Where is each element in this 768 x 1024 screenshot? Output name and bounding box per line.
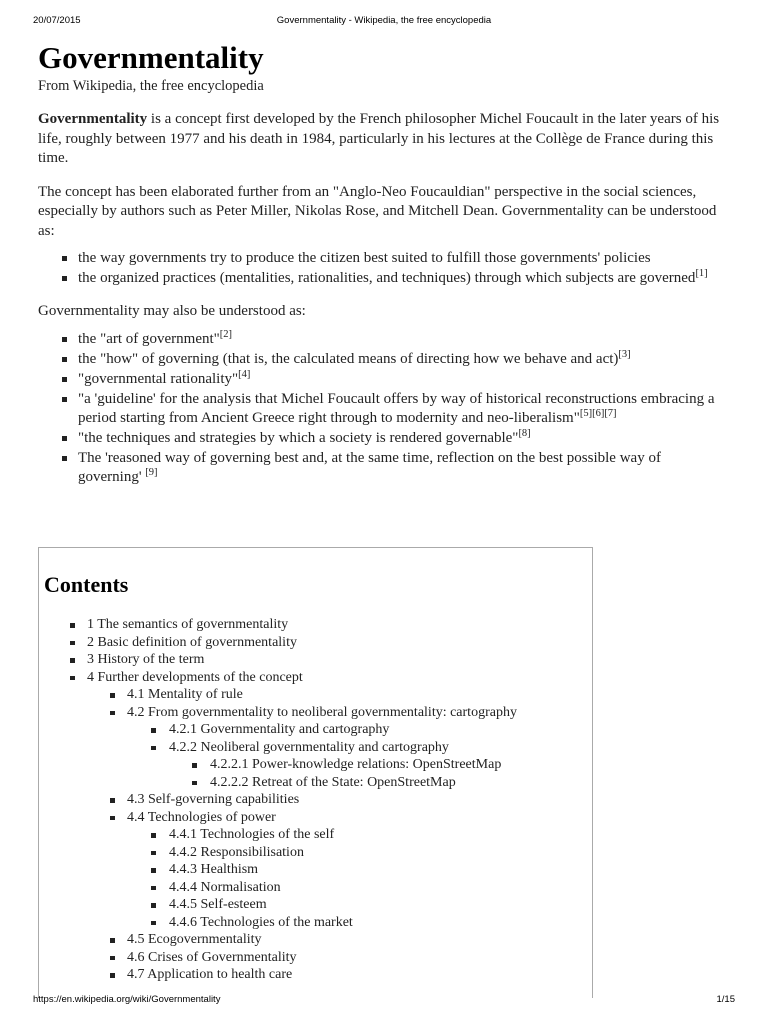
toc-item-label[interactable]: 4.2.2 Neoliberal governmentality and cartography <box>39 739 592 757</box>
toc-item[interactable] <box>39 861 592 879</box>
table-of-contents <box>38 547 593 998</box>
list-item <box>60 390 728 428</box>
toc-item-label[interactable]: 4.4.2 Responsibilisation <box>39 844 592 862</box>
toc-item[interactable] <box>39 844 592 862</box>
toc-item[interactable] <box>39 669 592 687</box>
toc-item[interactable] <box>39 634 592 652</box>
print-page-number: 1/15 <box>716 994 735 1005</box>
toc-item[interactable] <box>39 791 592 809</box>
print-date: 20/07/2015 <box>33 15 81 26</box>
toc-item-label[interactable]: 4.7 Application to health care <box>39 966 592 984</box>
citation-link[interactable]: [8] <box>518 427 531 439</box>
print-header <box>0 15 768 29</box>
toc-item[interactable] <box>39 739 592 757</box>
toc-list <box>39 616 592 984</box>
toc-item-label[interactable]: 3 History of the term <box>39 651 592 669</box>
list-item <box>60 449 728 487</box>
definition-list-1 <box>60 249 728 288</box>
toc-item-label[interactable]: 4.4.6 Technologies of the market <box>39 914 592 932</box>
list-item-text: "governmental rationality" <box>78 370 239 387</box>
toc-item[interactable] <box>39 774 592 792</box>
site-tagline: From Wikipedia, the free encyclopedia <box>38 78 264 94</box>
list-item-text: the way governments try to produce the citizen best suited to fulfill those governments' policies <box>78 250 651 266</box>
toc-item[interactable] <box>39 756 592 774</box>
article-content <box>38 40 728 488</box>
list-item <box>60 370 728 389</box>
toc-item[interactable] <box>39 721 592 739</box>
toc-item-label[interactable]: 4.2.2.2 Retreat of the State: OpenStreetMap <box>39 774 592 792</box>
toc-item-label[interactable]: 4.1 Mentality of rule <box>39 686 592 704</box>
toc-item-label[interactable]: 4.2.2.1 Power-knowledge relations: OpenStreetMap <box>39 756 592 774</box>
intro-paragraph <box>38 110 728 169</box>
list-item-text: "a 'guideline' for the analysis that Michel Foucault offers by way of historical reconstructions embracing a period starting from Ancient Greece right through to modernity and neo-liberalism" <box>78 390 715 426</box>
toc-item-label[interactable]: 4.6 Crises of Governmentality <box>39 949 592 967</box>
toc-heading: Contents <box>44 572 129 597</box>
print-title: Governmentality - Wikipedia, the free encyclopedia <box>276 15 492 26</box>
toc-item[interactable] <box>39 686 592 704</box>
toc-item-label[interactable]: 4.3 Self-governing capabilities <box>39 791 592 809</box>
intro-text: is a concept first developed by the French philosopher Michel Foucault in the later years of his life, roughly between 1977 and his death in 1984, particularly in his lectures at the Collège de France during this time. <box>38 111 720 166</box>
toc-item[interactable] <box>39 879 592 897</box>
toc-item[interactable] <box>39 616 592 634</box>
list-item <box>60 269 728 288</box>
toc-item[interactable] <box>39 949 592 967</box>
toc-item-label[interactable]: 1 The semantics of governmentality <box>39 616 592 634</box>
citation-link[interactable]: [9] <box>145 466 158 478</box>
citation-link[interactable]: [2] <box>219 328 233 340</box>
toc-item[interactable] <box>39 931 592 949</box>
toc-item-label[interactable]: 4.4.3 Healthism <box>39 861 592 879</box>
toc-item[interactable] <box>39 651 592 669</box>
definition-list-2 <box>60 330 728 487</box>
page-title: Governmentality <box>38 40 264 75</box>
toc-item[interactable] <box>39 809 592 827</box>
toc-item-label[interactable]: 4.4.1 Technologies of the self <box>39 826 592 844</box>
toc-item-label[interactable]: 2 Basic definition of governmentality <box>39 634 592 652</box>
toc-item-label[interactable]: 4.2 From governmentality to neoliberal governmentality: cartography <box>39 704 592 722</box>
citation-link[interactable]: [3] <box>618 348 631 360</box>
toc-item[interactable] <box>39 826 592 844</box>
paragraph-anglo-neo: The concept has been elaborated further from an "Anglo-Neo Foucauldian" perspective in the social sciences, especially by authors such as Peter Miller, Nikolas Rose, and Mitchell Dean. Governmentality can be understood as: <box>38 183 717 239</box>
paragraph-also-understood: Governmentality may also be understood as: <box>38 303 306 319</box>
toc-item-label[interactable]: 4.4.5 Self-esteem <box>39 896 592 914</box>
list-item-text: The 'reasoned way of governing best and, at the same time, reflection on the best possible way of governing' <box>78 449 661 485</box>
citation-link[interactable]: [4] <box>238 368 251 380</box>
list-item-text: the "art of government" <box>78 330 220 347</box>
list-item <box>60 249 728 268</box>
toc-item-label[interactable]: 4.4 Technologies of power <box>39 809 592 827</box>
toc-item-label[interactable]: 4 Further developments of the concept <box>39 669 592 687</box>
toc-item-label[interactable]: 4.2.1 Governmentality and cartography <box>39 721 592 739</box>
list-item <box>60 350 728 369</box>
toc-item[interactable] <box>39 704 592 722</box>
list-item <box>60 330 728 349</box>
print-url: https://en.wikipedia.org/wiki/Governmentality <box>33 994 221 1005</box>
citation-link[interactable]: [1] <box>695 268 708 279</box>
list-item <box>60 429 728 448</box>
toc-item[interactable] <box>39 896 592 914</box>
toc-item[interactable] <box>39 966 592 984</box>
toc-item-label[interactable]: 4.4.4 Normalisation <box>39 879 592 897</box>
citation-link[interactable]: [5][6][7] <box>579 407 617 419</box>
toc-item-label[interactable]: 4.5 Ecogovernmentality <box>39 931 592 949</box>
list-item-text: the organized practices (mentalities, rationalities, and techniques) through which subjects are governed <box>78 270 696 286</box>
print-footer <box>0 994 768 1008</box>
list-item-text: the "how" of governing (that is, the calculated means of directing how we behave and act) <box>78 350 619 367</box>
list-item-text: "the techniques and strategies by which a society is rendered governable" <box>78 429 519 446</box>
intro-bold-term: Governmentality <box>38 111 148 127</box>
toc-item[interactable] <box>39 914 592 932</box>
